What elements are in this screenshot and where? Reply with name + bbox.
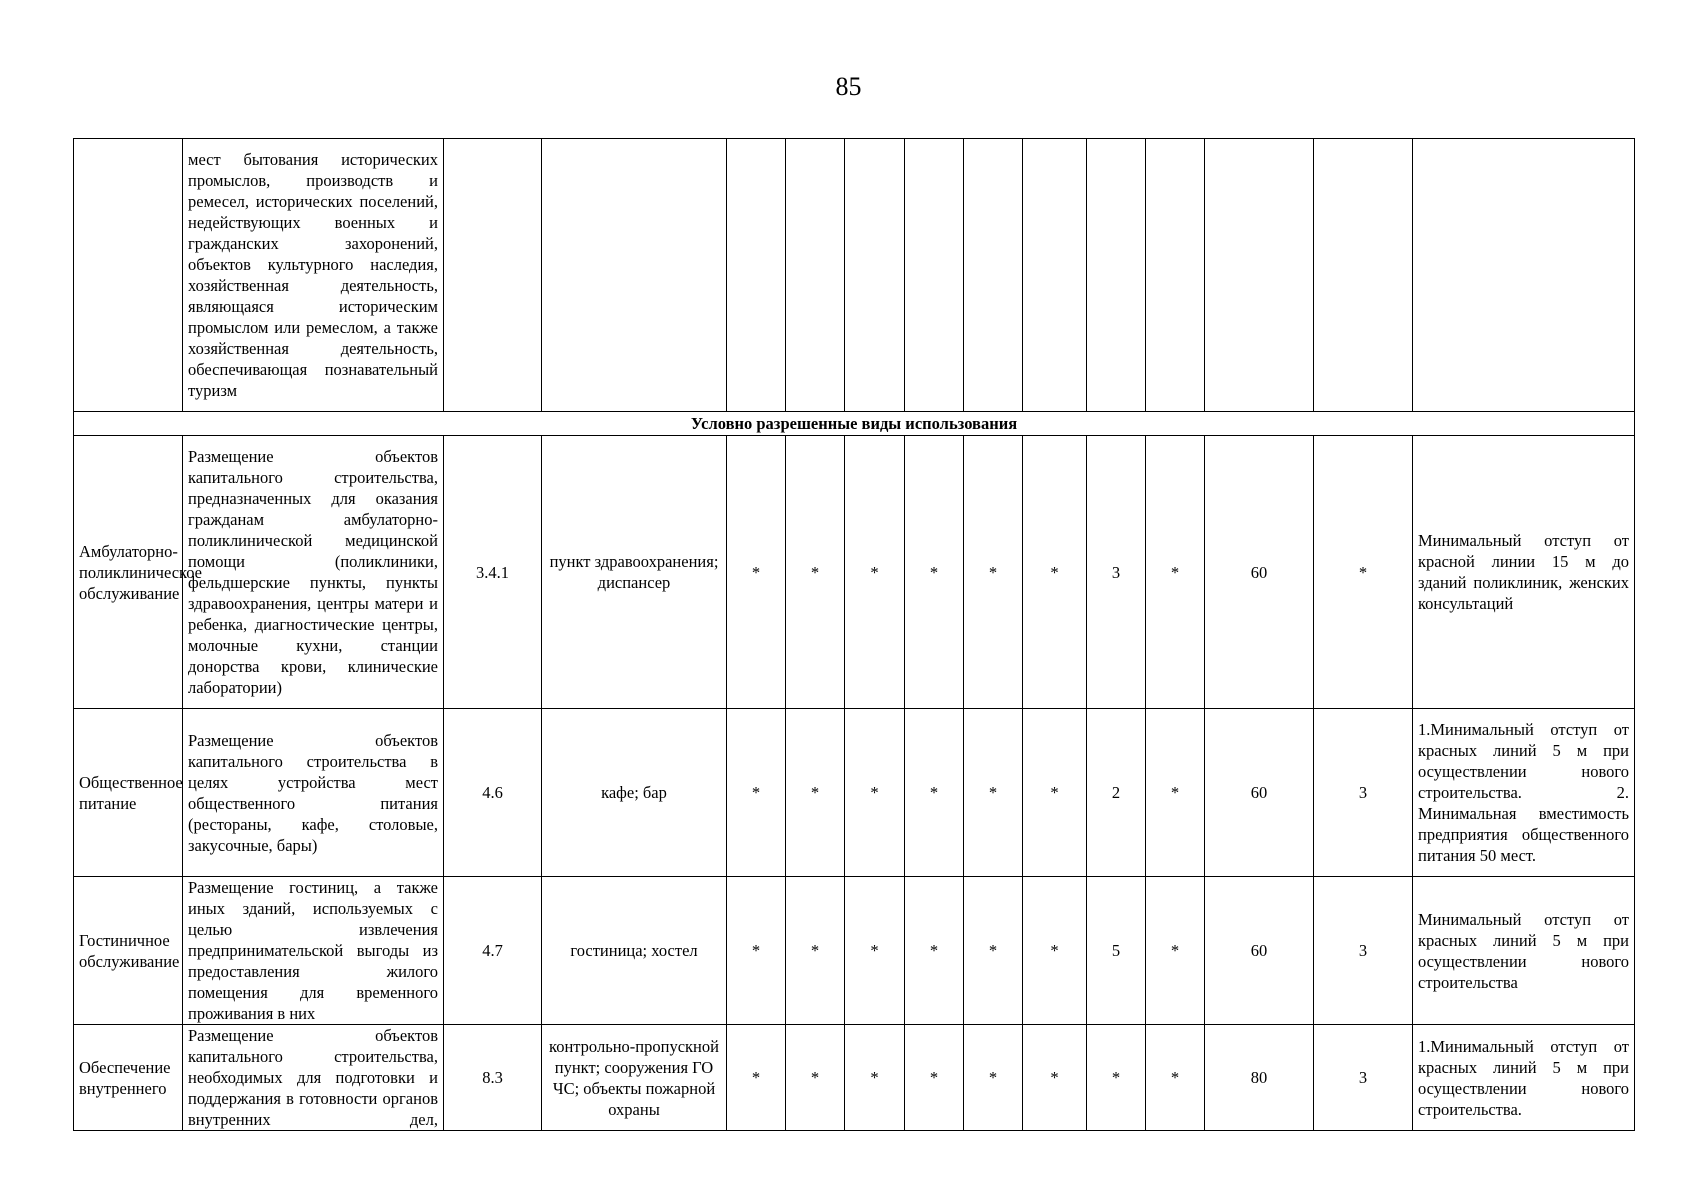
value-cell: 60 xyxy=(1205,709,1314,877)
value-cell: * xyxy=(964,877,1023,1025)
value-cell xyxy=(786,139,845,412)
value-cell: 80 xyxy=(1205,1025,1314,1131)
description-cell: мест бытования исторических промыслов, производств и ремесел, исторических поселений, недействующих военных и гражданских захоронений, объектов культурного наследия, хозяйственная деятельность, являющаяся историческим промыслом или ремеслом, а также хозяйственная деятельность, обеспечивающая познавательный туризм xyxy=(183,139,444,412)
land-use-table xyxy=(73,138,1635,1131)
value-cell xyxy=(1314,139,1413,412)
section-title: Условно разрешенные виды использования xyxy=(74,412,1635,436)
value-cell xyxy=(1205,139,1314,412)
value-cell xyxy=(1087,139,1146,412)
description-cell: Размещение гостиниц, а также иных зданий, используемых с целью извлечения предпринимательской выгоды из предоставления жилого помещения для временного проживания в них xyxy=(183,877,444,1025)
value-cell: * xyxy=(727,877,786,1025)
value-cell: * xyxy=(786,1025,845,1131)
value-cell: * xyxy=(1146,436,1205,709)
value-cell: * xyxy=(845,436,905,709)
section-row xyxy=(74,412,1635,436)
description-cell: Размещение объектов капитального строительства, предназначенных для оказания гражданам амбулаторно-поликлинической медицинской помощи (поликлиники, фельдшерские пункты, пункты здравоохранения, центры матери и ребенка, диагностические центры, молочные кухни, станции донорства крови, клинические лаборатории) xyxy=(183,436,444,709)
value-cell: * xyxy=(964,1025,1023,1131)
value-cell: * xyxy=(905,1025,964,1131)
value-cell: * xyxy=(845,877,905,1025)
value-cell: * xyxy=(1023,877,1087,1025)
value-cell: * xyxy=(1087,1025,1146,1131)
page-number: 85 xyxy=(835,72,862,101)
objects-cell: гостиница; хостел xyxy=(542,877,727,1025)
value-cell: * xyxy=(905,709,964,877)
value-cell: * xyxy=(727,709,786,877)
value-cell: * xyxy=(727,436,786,709)
name-cell: Общественное питание xyxy=(74,709,183,877)
objects-cell: пункт здравоохранения; диспансер xyxy=(542,436,727,709)
table-row xyxy=(74,139,1635,412)
note-cell xyxy=(1413,139,1635,412)
objects-cell: кафе; бар xyxy=(542,709,727,877)
value-cell xyxy=(1023,139,1087,412)
value-cell xyxy=(845,139,905,412)
value-cell xyxy=(1146,139,1205,412)
value-cell: 5 xyxy=(1087,877,1146,1025)
value-cell xyxy=(964,139,1023,412)
objects-cell xyxy=(542,139,727,412)
name-cell: Обеспечение внутреннего xyxy=(74,1025,183,1131)
code-cell: 4.6 xyxy=(444,709,542,877)
code-cell: 8.3 xyxy=(444,1025,542,1131)
value-cell: 3 xyxy=(1314,877,1413,1025)
value-cell: * xyxy=(786,709,845,877)
value-cell xyxy=(727,139,786,412)
value-cell: 3 xyxy=(1314,709,1413,877)
code-cell xyxy=(444,139,542,412)
value-cell: * xyxy=(1023,709,1087,877)
value-cell: * xyxy=(1146,1025,1205,1131)
value-cell: 60 xyxy=(1205,877,1314,1025)
note-cell: 1.Минимальный отступ от красных линий 5 м при осуществлении нового строительства. xyxy=(1413,1025,1635,1131)
code-cell: 3.4.1 xyxy=(444,436,542,709)
value-cell: * xyxy=(1023,1025,1087,1131)
description-cell: Размещение объектов капитального строительства в целях устройства мест общественного питания (рестораны, кафе, столовые, закусочные, бары) xyxy=(183,709,444,877)
description-text: Размещение объектов капитального строительства, необходимых для подготовки и поддержания в готовности органов внутренних дел, xyxy=(188,1026,438,1129)
note-cell: 1.Минимальный отступ от красных линий 5 м при осуществлении нового строительства. 2. Минимальная вместимость предприятия общественного питания 50 мест. xyxy=(1413,709,1635,877)
name-cell: Амбулаторно-поликлиническое обслуживание xyxy=(74,436,183,709)
objects-cell: контрольно-пропускной пункт; сооружения ГО ЧС; объекты пожарной охраны xyxy=(542,1025,727,1131)
table-row xyxy=(74,436,1635,709)
value-cell: * xyxy=(1023,436,1087,709)
value-cell: * xyxy=(786,877,845,1025)
note-cell: Минимальный отступ от красной линии 15 м до зданий поликлиник, женских консультаций xyxy=(1413,436,1635,709)
value-cell: 3 xyxy=(1314,1025,1413,1131)
table-row xyxy=(74,877,1635,1025)
value-cell: 2 xyxy=(1087,709,1146,877)
value-cell: * xyxy=(845,1025,905,1131)
description-cell xyxy=(183,1025,444,1131)
note-cell: Минимальный отступ от красных линий 5 м при осуществлении нового строительства xyxy=(1413,877,1635,1025)
name-cell: Гостиничное обслуживание xyxy=(74,877,183,1025)
value-cell: 60 xyxy=(1205,436,1314,709)
value-cell: * xyxy=(905,436,964,709)
table-row xyxy=(74,1025,1635,1131)
value-cell: * xyxy=(1146,877,1205,1025)
value-cell: * xyxy=(845,709,905,877)
value-cell: * xyxy=(1146,709,1205,877)
value-cell: * xyxy=(905,877,964,1025)
value-cell xyxy=(905,139,964,412)
code-cell: 4.7 xyxy=(444,877,542,1025)
value-cell: * xyxy=(1314,436,1413,709)
table-row xyxy=(74,709,1635,877)
value-cell: * xyxy=(786,436,845,709)
value-cell: * xyxy=(964,709,1023,877)
value-cell: 3 xyxy=(1087,436,1146,709)
name-cell xyxy=(74,139,183,412)
value-cell: * xyxy=(727,1025,786,1131)
value-cell: * xyxy=(964,436,1023,709)
